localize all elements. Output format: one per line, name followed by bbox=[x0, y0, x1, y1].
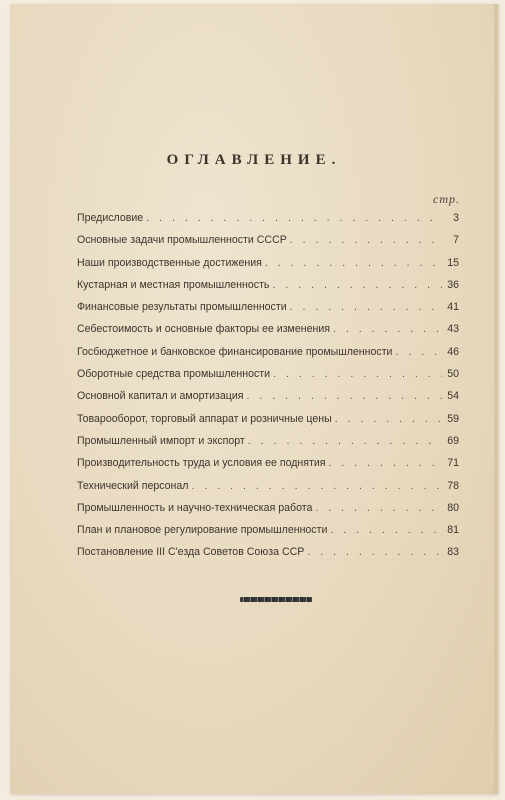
toc-leader-dots bbox=[307, 546, 442, 558]
toc-entry-title: Технический персонал bbox=[77, 479, 189, 492]
toc-entry bbox=[77, 546, 459, 568]
toc-entry-title: Товарооборот, торговый аппарат и розничные цены bbox=[77, 412, 332, 425]
toc-entry-title: Себестоимость и основные факторы ее изменения bbox=[77, 323, 330, 336]
toc-entry-page: 15 bbox=[447, 256, 459, 269]
page-title: ОГЛАВЛЕНИЕ. bbox=[166, 152, 342, 168]
toc-entry bbox=[77, 234, 459, 256]
toc-leader-dots bbox=[290, 234, 442, 246]
toc-entry bbox=[77, 524, 459, 546]
toc-entry bbox=[77, 390, 459, 412]
toc-entry-page: 36 bbox=[447, 278, 459, 291]
toc-entry-page: 7 bbox=[453, 234, 459, 247]
toc-leader-dots bbox=[395, 346, 442, 358]
toc-leader-dots bbox=[330, 524, 442, 536]
toc-entry bbox=[77, 457, 459, 479]
toc-entry bbox=[77, 480, 459, 502]
toc-entry-title: Предисловие bbox=[77, 212, 144, 224]
toc-entry-page: 69 bbox=[447, 434, 459, 447]
toc-entry bbox=[77, 413, 459, 435]
toc-leader-dots bbox=[290, 301, 442, 313]
toc-entry-page: 3 bbox=[453, 212, 459, 224]
toc-leader-dots bbox=[247, 390, 443, 402]
toc-leader-dots bbox=[335, 413, 442, 425]
toc-entry bbox=[77, 346, 459, 368]
toc-entry-title: Кустарная и местная промышленность bbox=[77, 278, 270, 291]
toc-entry-page: 80 bbox=[447, 501, 459, 514]
toc-entry-title: Финансовые результаты промышленности bbox=[77, 301, 287, 314]
toc-entry-page: 41 bbox=[447, 301, 459, 314]
toc-entry bbox=[77, 502, 459, 524]
toc-entry bbox=[77, 257, 459, 279]
toc-entry-title: Промышленность и научно-техническая работа bbox=[77, 501, 313, 514]
toc-leader-dots bbox=[248, 435, 442, 447]
toc-entry-title: Постановление III С'езда Советов Союза ССР bbox=[77, 546, 305, 559]
table-of-contents bbox=[77, 212, 459, 569]
toc-entry-page: 46 bbox=[447, 345, 459, 358]
toc-entry-page: 81 bbox=[447, 524, 459, 537]
toc-entry bbox=[77, 301, 459, 323]
toc-leader-dots bbox=[265, 257, 442, 269]
page-edge bbox=[494, 4, 498, 794]
toc-entry-title: Госбюджетное и банковское финансирование промышленности bbox=[77, 345, 393, 358]
toc-leader-dots bbox=[146, 212, 442, 224]
toc-entry-title: Оборотные средства промышленности bbox=[77, 368, 271, 381]
toc-entry bbox=[77, 368, 459, 390]
decorative-rule bbox=[240, 597, 312, 602]
toc-entry bbox=[77, 435, 459, 457]
toc-leader-dots bbox=[315, 502, 442, 514]
toc-entry-page: 43 bbox=[447, 323, 459, 336]
toc-entry-page: 50 bbox=[447, 368, 459, 381]
toc-entry-page: 78 bbox=[447, 479, 459, 492]
toc-entry-title: Наши производственные достижения bbox=[77, 256, 262, 269]
toc-entry-title: Производительность труда и условия ее поднятия bbox=[77, 457, 326, 470]
toc-leader-dots bbox=[272, 279, 442, 291]
toc-entry bbox=[77, 323, 459, 345]
toc-leader-dots bbox=[191, 480, 442, 492]
toc-entry-page: 59 bbox=[447, 412, 459, 425]
toc-entry-title: План и плановое регулирование промышленности bbox=[77, 524, 328, 537]
toc-entry-title: Основной капитал и амортизация bbox=[77, 390, 244, 403]
toc-leader-dots bbox=[273, 368, 442, 380]
toc-leader-dots bbox=[333, 323, 442, 335]
toc-entry bbox=[77, 279, 459, 301]
toc-entry-page: 54 bbox=[447, 390, 459, 403]
toc-entry-title: Промышленный импорт и экспорт bbox=[77, 434, 245, 447]
toc-entry-title: Основные задачи промышленности СССР bbox=[77, 234, 287, 247]
toc-entry-page: 83 bbox=[447, 546, 459, 559]
toc-leader-dots bbox=[329, 457, 442, 469]
page-column-header: стр. bbox=[433, 192, 460, 206]
document-page bbox=[10, 4, 498, 794]
toc-entry bbox=[77, 212, 459, 234]
toc-entry-page: 71 bbox=[447, 457, 459, 470]
